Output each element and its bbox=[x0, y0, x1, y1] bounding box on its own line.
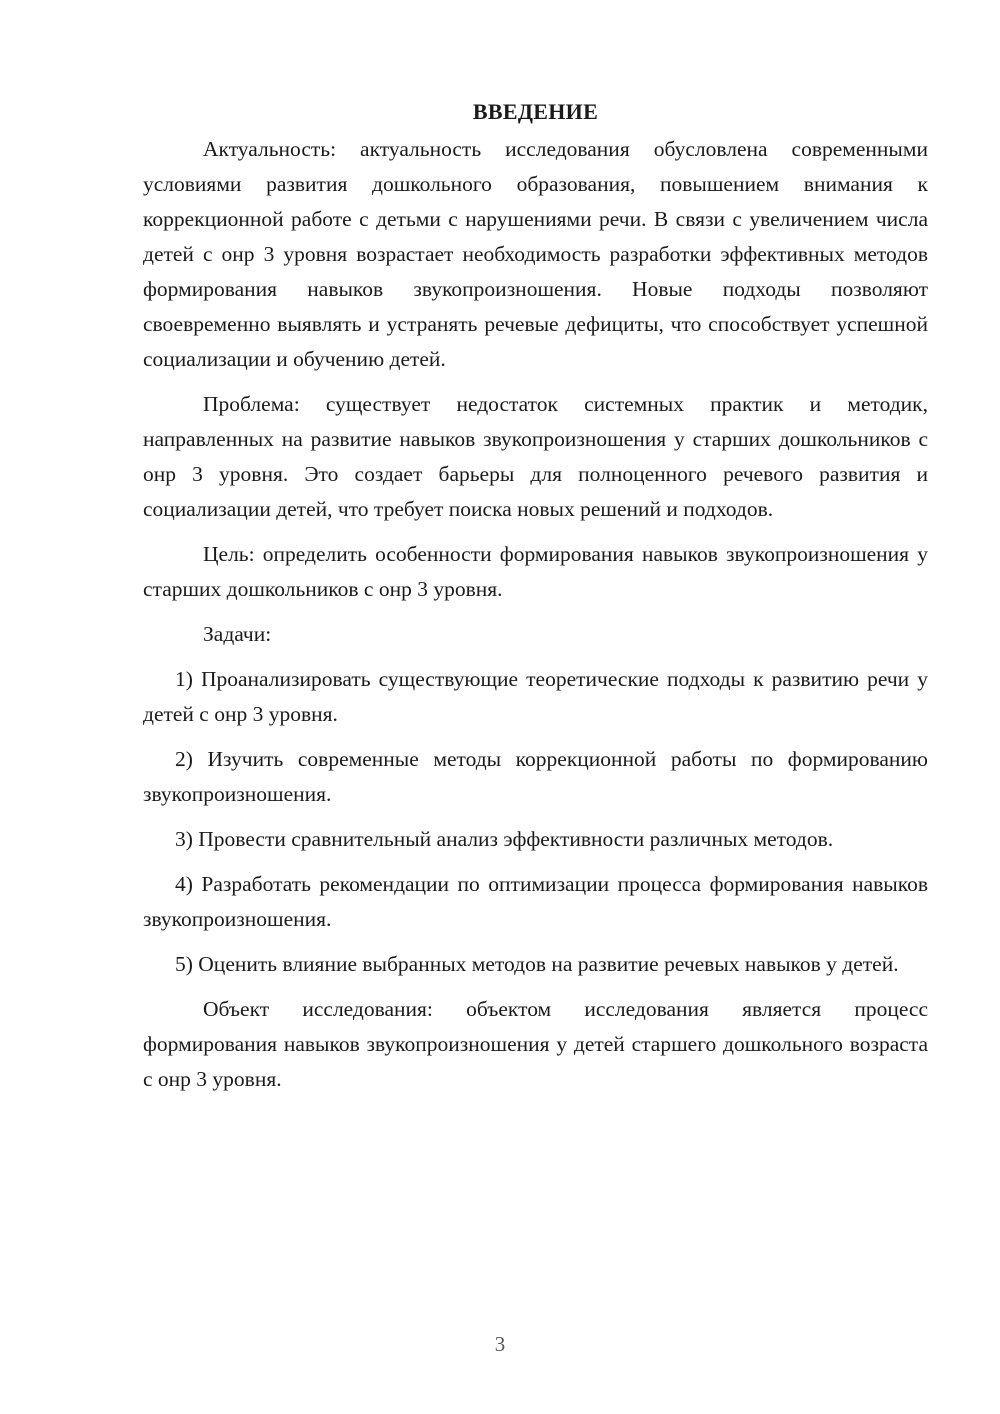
object-paragraph: Объект исследования: объектом исследования является процесс формирования навыков звукопроизношения у детей старшего дошкольного возраста с онр 3 уровня. bbox=[143, 997, 928, 1091]
section-heading: ВВЕДЕНИЕ bbox=[472, 99, 599, 124]
goal-paragraph: Цель: определить особенности формирования навыков звукопроизношения у старших дошкольников с онр 3 уровня. bbox=[143, 542, 928, 601]
document-page bbox=[143, 94, 928, 1097]
task-item-2: 2) Изучить современные методы коррекционной работы по формированию звукопроизношения. bbox=[143, 747, 928, 806]
relevance-paragraph: Актуальность: актуальность исследования обусловлена современными условиями развития дошкольного образования, повышением внимания к коррекционной работе с детьми с нарушениями речи. В связи с увеличением числа детей с онр 3 уровня возрастает необходимость разработки эффективных методов формирования навыков звукопроизношения. Новые подходы позволяют своевременно выявлять и устранять речевые дефициты, что способствует успешной социализации и обучению детей. bbox=[143, 137, 928, 371]
task-item-1: 1) Проанализировать существующие теоретические подходы к развитию речи у детей с онр 3 уровня. bbox=[143, 667, 928, 726]
task-item-5: 5) Оценить влияние выбранных методов на развитие речевых навыков у детей. bbox=[175, 952, 899, 976]
task-item-4: 4) Разработать рекомендации по оптимизации процесса формирования навыков звукопроизношения. bbox=[143, 872, 928, 931]
task-item-3: 3) Провести сравнительный анализ эффективности различных методов. bbox=[175, 827, 834, 851]
page-number: 3 bbox=[494, 1332, 506, 1356]
problem-paragraph: Проблема: существует недостаток системных практик и методик, направленных на развитие навыков звукопроизношения у старших дошкольников с онр 3 уровня. Это создает барьеры для полноценного речевого развития и социализации детей, что требует поиска новых решений и подходов. bbox=[143, 392, 928, 521]
tasks-label: Задачи: bbox=[203, 622, 272, 646]
